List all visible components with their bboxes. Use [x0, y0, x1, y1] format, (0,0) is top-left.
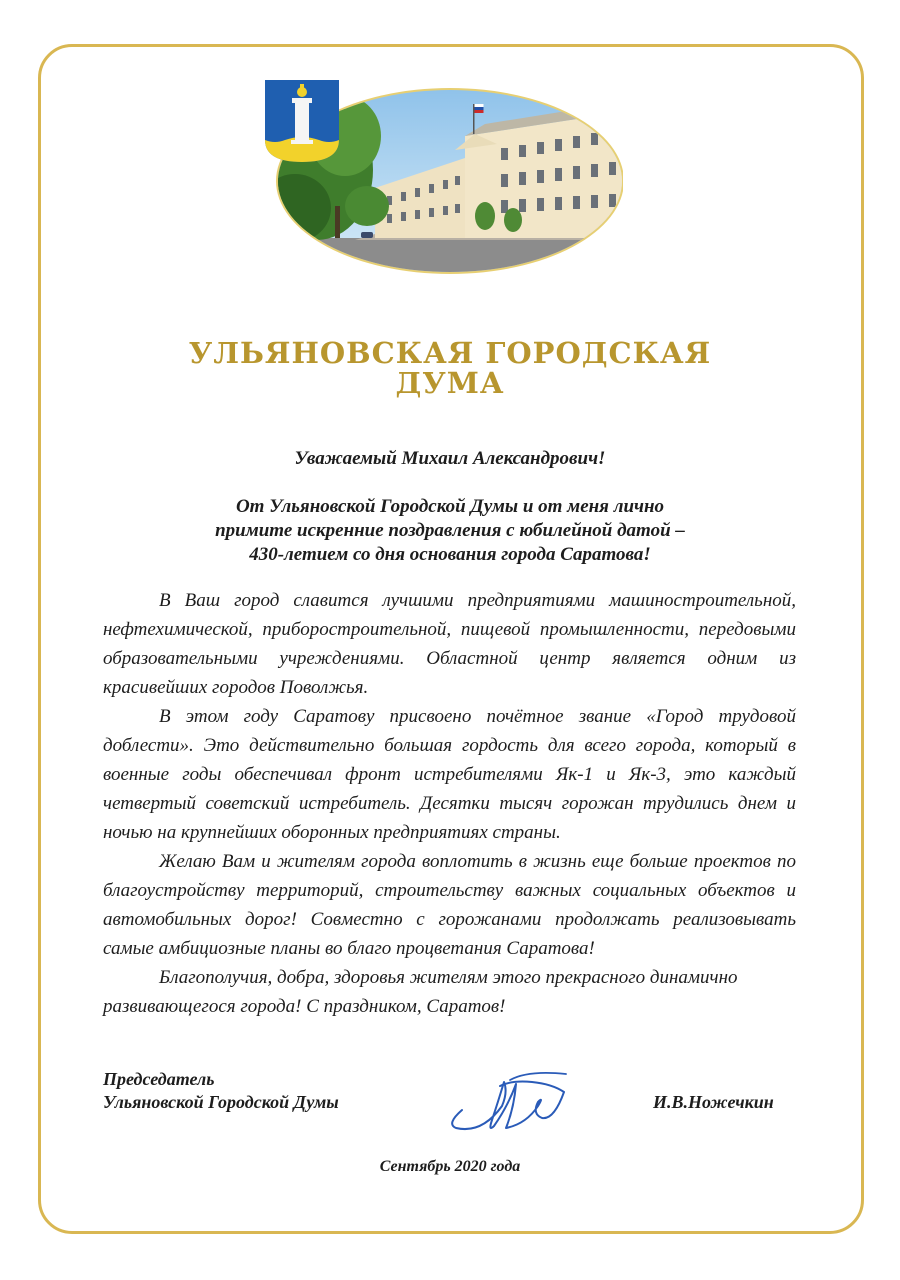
body-paragraph: Благополучия, добра, здоровья жителям этого прекрасного динамично развивающегося города! С праздником, Саратов! — [103, 967, 738, 1017]
letter-body — [103, 586, 796, 1021]
coat-of-arms-column-icon — [265, 80, 339, 162]
congratulation-line: примите искренние поздравления с юбилейной датой – — [215, 520, 685, 541]
duma-title-line2: ДУМА — [395, 366, 505, 400]
body-paragraph: В этом году Саратову присвоено почётное звание «Город трудовой доблести». Это действительно большая гордость для всего города, который в военные годы обеспечивал фронт истребителями Як-1 и Як-3, это каждый четвертый советский истребитель. Десятки тысяч горожан трудились днем и ночью на крупнейших оборонных предприятиях страны. — [103, 706, 796, 843]
body-paragraph: Желаю Вам и жителям города воплотить в жизнь еще больше проектов по благоустройству территорий, строительству важных социальных объектов и автомобильных дорог! Совместно с горожанами продолжать реализовывать самые амбициозные планы во благо процветания Саратова! — [103, 851, 796, 959]
handwritten-signature — [442, 1062, 572, 1142]
position-line: Председатель — [103, 1069, 215, 1089]
congratulation-block — [0, 495, 900, 567]
position-line: Ульяновской Городской Думы — [103, 1092, 339, 1112]
congratulation-line: 430-летием со дня основания города Саратова! — [249, 544, 651, 565]
duma-title-line1: УЛЬЯНОВСКАЯ ГОРОДСКАЯ — [188, 336, 712, 370]
greeting: Уважаемый Михаил Александрович! — [294, 448, 606, 469]
signatory-position — [103, 1068, 339, 1114]
body-paragraph: В Ваш город славится лучшими предприятиями машиностроительной, нефтехимической, приборостроительной, пищевой промышленности, передовыми образовательными учреждениями. Областной центр является одним из красивейших городов Поволжья. — [103, 590, 796, 698]
signatory-name: И.В.Ножечкин — [653, 1092, 774, 1112]
congratulation-line: От Ульяновской Городской Думы и от меня лично — [235, 496, 665, 517]
letter-date: Сентябрь 2020 года — [379, 1158, 521, 1175]
